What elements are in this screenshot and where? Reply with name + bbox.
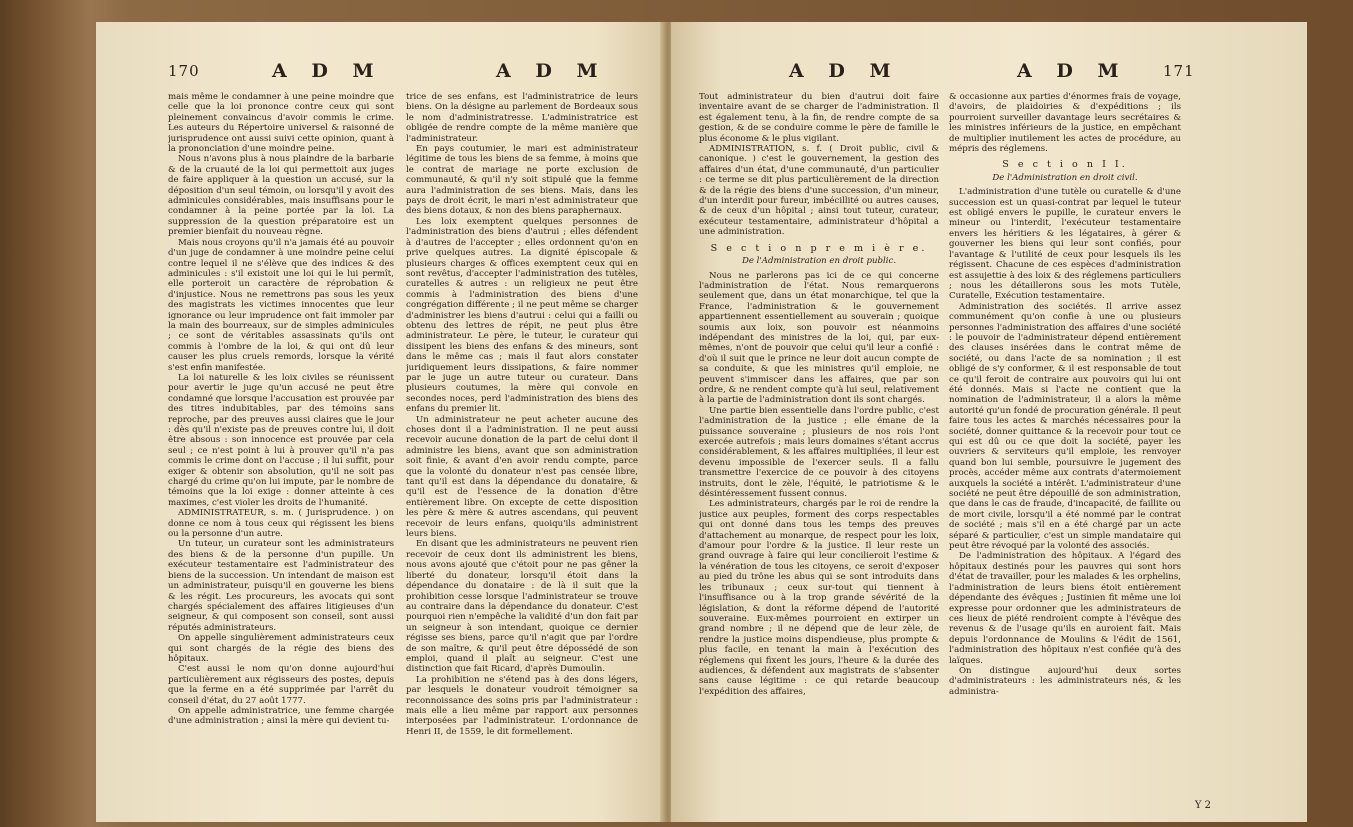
paragraph: & occasionne aux parties d'énormes frais de voyage, d'avoirs, de plaidoiries & d'expéditions ; ils pourroient surveiller davantage leurs secrétaires & les ministres inférieurs de la justice, en empêchant de multiplier inutilement les actes de procédure, au mépris des réglemens. — [949, 92, 1181, 155]
text-column-left — [168, 92, 394, 782]
section-title: S e c t i o n I I. — [1002, 159, 1128, 171]
paragraph: La prohibition ne s'étend pas à des dons légers, par lesquels le donateur voudroit témoigner sa reconnoissance des soins pris par l'administrateur : mais elle a lieu même par rapport aux personnes interposées par l'administrateur. L'ordonnance de Henri II, de 1559, le dit formellement. — [406, 674, 638, 737]
paragraph: L'administration d'une tutèle ou curatelle & d'une succession est un quasi-contrat par lequel le tuteur est obligé envers le pupille, le curateur envers le mineur ou l'interdit, l'exécuteur testamentaire envers les héritiers & les légataires, à gérer & gouverner les biens qui leur sont confiés, pour l'avantage & l'utilité de ceux pour lesquels ils les régissent. Chacune de ces espèces d'administration est assujettie à des loix & des réglemens particuliers ; nous les détaillerons sous les mots Tutèle, Curatelle, Exécution testamentaire. — [949, 187, 1181, 302]
signature-mark: Y 2 — [1194, 800, 1211, 811]
text-column-right — [406, 92, 638, 782]
paragraph: ADMINISTRATION, s. f. ( Droit public, civil & canonique. ) c'est le gouvernement, la gestion des affaires d'un état, d'une communauté, d'un particulier : ce terme se dit plus particulièrement de la direction & de la régie des biens d'une succession, d'un mineur, d'un interdit pour fureur, imbécillité ou autres causes, & de ceux d'un hôpital ; ainsi tout tuteur, curateur, exécuteur testamentaire, administrateur d'hôpital a une administration. — [699, 144, 939, 238]
paragraph: Administration des sociétés. Il arrive assez communément qu'on confie à une ou plusieurs personnes l'administration des affaires d'une société : le pouvoir de l'administrateur dépend entièrement des clauses insérées dans le contrat même de société, ou dans l'acte de sa nomination ; il est obligé de s'y conformer, & il est responsable de tout ce qu'il feroit de contraire aux pouvoirs qui lui ont été donnés. Mais si l'acte ne contient que la nomination de l'administrateur, il a alors la même autorité qu'un fondé de procuration générale. Il peut faire tous les actes & marchés nécessaires pour la société, donner quittance & la recevoir pour tout ce qui est dû ou ce que doit la société, payer les ouvriers & serviteurs qu'il emploie, les renvoyer quand bon lui semble, poursuivre le jugement des procès, accéder même aux contrats d'atermoiement auxquels la société a intérêt. L'administrateur d'une société ne peut être dépouillé de son administration, que dans le cas de fraude, d'incapacité, de faillite ou de mort civile, lorsqu'il a été nommé par le contrat de société ; mais s'il en a été chargé par un acte séparé & particulier, c'est un simple mandataire qui peut être révoqué par la volonté des associés. — [949, 301, 1181, 552]
paragraph: ADMINISTRATEUR, s. m. ( Jurisprudence. ) on donne ce nom à tous ceux qui régissent les biens ou la personne d'un autre. — [168, 508, 394, 540]
running-head: A D M — [789, 60, 900, 82]
column-paragraphs — [699, 271, 939, 698]
left-page — [96, 22, 665, 822]
page-number: 170 — [168, 62, 200, 80]
paragraph: Un administrateur ne peut acheter aucune des choses dont il a l'administration. Il ne peut aussi recevoir aucune donation de la part de celui dont il administre les biens, avant que son administration soit finie, & avant d'en avoir rendu compte, parce que la volonté du donateur n'est pas censée libre, tant qu'il est dans la dépendance du donataire, & qu'il est de l'essence de la donation d'être entièrement libre. On excepte de cette disposition les père & mère & autres ascendans, qui peuvent recevoir de leurs enfans, quoiqu'ils administrent leurs biens. — [406, 414, 638, 540]
page-number: 171 — [1163, 62, 1195, 80]
running-head: A D M — [496, 60, 607, 82]
paragraph: Nous ne parlerons pas ici de ce qui concerne l'administration de l'état. Nous remarquerons seulement que, dans un état monarchique, tel que la France, l'administration & le gouvernement appartiennent essentiellement au souverain ; quoique soumis aux loix, son pouvoir est néanmoins indépendant des ministres de la loi, qui, par eux-mêmes, n'ont de pouvoir que celui qu'il leur a confié : d'où il suit que le prince ne leur doit aucun compte de sa conduite, & que les ministres qu'il emploie, ne peuvent s'immiscer dans les affaires, que par son ordre, & ne rendent compte qu'à lui seul, relativement à la partie de l'administration dont ils sont chargés. — [699, 270, 939, 406]
paragraph: On distingue aujourd'hui deux sortes d'administrateurs : les administrateurs nés, & les administra- — [949, 665, 1181, 697]
paragraph: mais même le condamner à une peine moindre que celle que la loi prononce contre ceux qui sont pleinement convaincus d'avoir commis le crime. Les auteurs du Répertoire universel & raisonné de jurisprudence ont aussi suivi cette opinion, quant à la prononciation d'une moindre peine. — [168, 92, 394, 155]
paragraph: Les loix exemptent quelques personnes de l'administration des biens d'autrui ; elles défendent à d'autres de l'accepter ; elles ordonnent qu'on en prive quelques autres. La dignité épiscopale & plusieurs charges & offices exemptent ceux qui en sont revêtus, d'accepter l'administration des tutèles, curatelles & autres : un religieux ne peut être commis à l'administration des biens d'une congrégation différente ; il ne peut même se charger d'administrer les biens d'autrui : celui qui a failli ou obtenu des lettres de répit, ne peut plus être administrateur. Le père, le tuteur, le curateur qui dissipent les biens des enfans & des mineurs, sont dans le même cas ; mais il faut alors constater juridiquement leurs dissipations, & faire nommer par le juge un autre tuteur ou curateur. Dans plusieurs coutumes, la mère qui convole en secondes noces, perd l'administration des biens des enfans du premier lit. — [406, 216, 638, 415]
paragraph: Tout administrateur du bien d'autrui doit faire inventaire avant de se charger de l'administration. Il est également tenu, à la fin, de rendre compte de sa gestion, & de se conduire comme le père de famille le plus économe & le plus vigilant. — [699, 92, 939, 144]
running-head: A D M — [272, 60, 383, 82]
section-subtitle: De l'Administration en droit public. — [741, 256, 897, 267]
paragraph: On appelle singulièrement administrateurs ceux qui sont chargés de la régie des biens des hôpitaux. — [168, 633, 394, 664]
column-paragraphs — [949, 92, 1181, 154]
paragraph: La loi naturelle & les loix civiles se réunissent pour avertir le juge qu'un accusé ne peut être condamné que lorsque l'accusation est prouvée par des titres indubitables, par des témoins sans reproche, par des preuves aussi claires que le jour : dès qu'il n'existe pas de preuves contre lui, il doit être absous : son innocence est prouvée par cela seul ; ce n'est point à lui à prouver qu'il n'a pas commis le crime dont on l'accuse ; il lui suffit, pour exiger & obtenir son absolution, qu'il ne soit pas chargé du crime qu'on lui impute, par le nombre de témoins que la loi exige : donner atteinte à ces maximes, c'est violer les droits de l'humanité. — [168, 372, 394, 508]
right-page — [671, 22, 1307, 822]
paragraph: Un tuteur, un curateur sont les administrateurs des biens & de la personne d'un pupille. Un exécuteur testamentaire est l'administrateur des biens de la succession. Un intendant de maison est un administrateur, puisqu'il en gouverne les biens & les régit. Les procureurs, les avocats qui sont chargés spécialement des affaires litigieuses d'un seigneur, & qui composent son conseil, sont aussi réputés administrateurs. — [168, 539, 394, 633]
paragraph: Les administrateurs, chargés par le roi de rendre la justice aux peuples, forment des corps respectables qui ont donné dans tous les temps des preuves d'attachement au monarque, de respect pour les loix, d'amour pour l'ordre & la justice. Il leur reste un grand ouvrage à faire qui leur concilieroit l'estime & la vénération de tous les citoyens, ce seroit d'exposer au pied du trône les abus qui se sont introduits dans les tribunaux ; ceux sur-tout qui tiennent à l'insuffisance ou à la trop grande sévérité de la législation, & dont la réforme dépend de l'autorité souveraine. Eux-mêmes pourroient en extirper un grand nombre ; il ne dépend que de leur zèle, de rendre la justice moins dispendieuse, plus prompte & plus facile, en tenant la main à l'exécution des réglemens qui fixent les jours, l'heure & la durée des audiences, & défendent aux magistrats de s'absenter sans cause légitime : ce qui retarde beaucoup l'expédition des affaires, — [699, 499, 939, 697]
column-paragraphs — [699, 92, 939, 238]
paragraph: trice de ses enfans, est l'administratrice de leurs biens. On la désigne au parlement de Bordeaux sous le nom d'administratresse. L'administratrice est obligée de rendre compte de la même manière que l'administrateur. — [406, 92, 638, 144]
text-column-right — [949, 92, 1181, 792]
section-title: S e c t i o n p r e m i è r e. — [710, 242, 928, 254]
paragraph: C'est aussi le nom qu'on donne aujourd'hui particulièrement aux régisseurs des postes, depuis que la ferme en a été supprimée par l'arrêt du conseil d'état, du 27 août 1777. — [168, 664, 394, 706]
running-head: A D M — [1017, 60, 1128, 82]
column-paragraphs — [949, 187, 1181, 697]
paragraph: En pays coutumier, le mari est administrateur légitime de tous les biens de sa femme, à moins que le contrat de mariage ne porte exclusion de communauté, & qu'il n'y soit stipulé que la femme aura l'administration de ses biens. Mais, dans les pays de droit écrit, le mari n'est administrateur que des biens dotaux, & non des biens paraphernaux. — [406, 144, 638, 217]
paragraph: Mais nous croyons qu'il n'a jamais été au pouvoir d'un juge de condamner à une moindre peine celui contre lequel il ne s'élève que des indices & des adminicules : s'il existoit une loi qui le lui permît, elle porteroit un caractère de réprobation & d'injustice. Nous ne remettrons pas sous les yeux des magistrats les victimes innocentes que leur ignorance ou leur imprudence ont fait immoler par la main des bourreaux, sur de simples adminicules ; ce sont de véritables assassinats qu'ils ont commis à l'ombre de la loi, & qui ont dû leur causer les plus cruels remords, lorsque la vérité s'est enfin manifestée. — [168, 237, 394, 373]
paragraph: On appelle administratrice, une femme chargée d'une administration ; ainsi la mère qui devient tu- — [168, 705, 394, 727]
paragraph: En disant que les administrateurs ne peuvent rien recevoir de ceux dont ils administrent les biens, nous avons ajouté que c'étoit pour ne pas gêner la liberté du donateur, lorsqu'il étoit dans la dépendance du donataire : de là il suit que la prohibition cesse lorsque l'administrateur se trouve au contraire dans la dépendance du donateur. C'est pourquoi rien n'empêche la validité d'un don fait par un seigneur à son intendant, quoique ce dernier régisse ses biens, parce qu'il n'agit que par l'ordre de son maître, & qu'il peut être dépossédé de son emploi, quand il plaît au seigneur. C'est une distinction que fait Ricard, d'après Dumoulin. — [406, 539, 638, 675]
section-subtitle: De l'Administration en droit civil. — [992, 172, 1138, 183]
paragraph: Nous n'avons plus à nous plaindre de la barbarie & de la cruauté de la loi qui permettoit aux juges de faire appliquer à la question un accusé, sur la déposition d'un seul témoin, ou lorsqu'il y avoit des adminicules considérables, mais insuffisans pour le condamner à la peine portée par la loi. La suppression de la question préparatoire est un premier bienfait du nouveau règne. — [168, 154, 394, 238]
paragraph: De l'administration des hôpitaux. A l'égard des hôpitaux destinés pour les pauvres qui sont hors d'état de travailler, pour les malades & les orphelins, l'administration de leurs biens étoit entièrement dépendante des évêques ; Justinien fit même une loi expresse pour ordonner que les administrateurs de ces lieux de piété rendroient compte à l'évêque des revenus & de l'usage qu'ils en auroient fait. Mais depuis l'ordonnance de Moulins & l'édit de 1561, l'administration des hôpitaux n'est confiée qu'à des laïques. — [949, 551, 1181, 666]
text-column-left — [699, 92, 939, 792]
paragraph: Une partie bien essentielle dans l'ordre public, c'est l'administration de la justice ; elle émane de la puissance souveraine ; plusieurs de nos rois l'ont exercée autrefois ; mais leurs domaines s'étant accrus considérablement, & les affaires multipliées, il leur est devenu impossible de l'exercer seuls. Il a fallu transmettre l'exercice de ce pouvoir à des citoyens instruits, dont le zèle, l'équité, le patriotisme & le désintéressement fussent connus. — [699, 405, 939, 500]
